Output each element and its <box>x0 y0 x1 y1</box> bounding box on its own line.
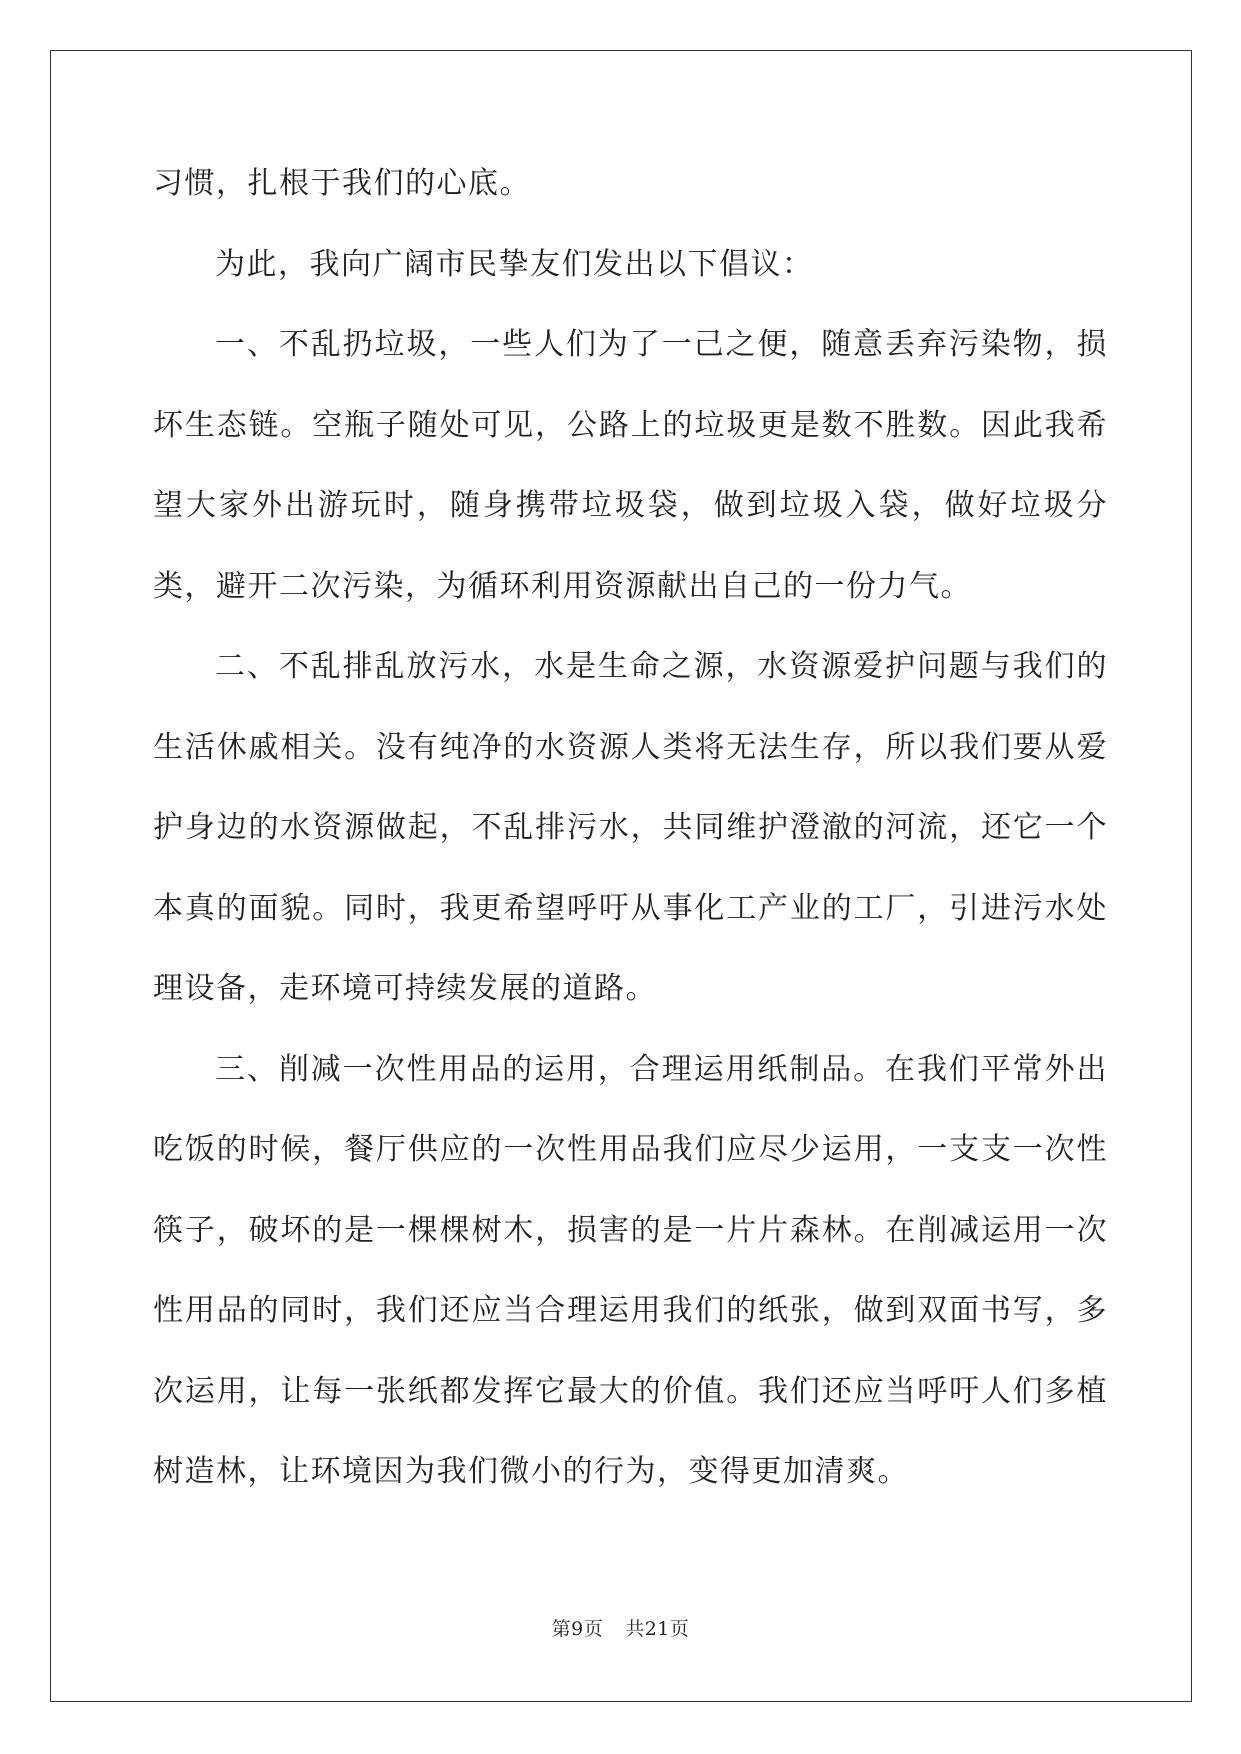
page-total: 共21页 <box>625 1618 690 1640</box>
page-number: 第9页 <box>551 1618 604 1640</box>
page-footer <box>0 1614 1241 1641</box>
paragraph: 三、削减一次性用品的运用，合理运用纸制品。在我们平常外出吃饭的时候，餐厅供应的一次性用品我们应尽少运用，一支支一次性筷子，破坏的是一棵棵树木，损害的是一片片森林。在削减运用一次性用品的同时，我们还应当合理运用我们的纸张，做到双面书写，多次运用，让每一张纸都发挥它最大的价值。我们还应当呼吁人们多植树造林，让环境因为我们微小的行为，变得更加清爽。 <box>153 1051 1108 1489</box>
document-body <box>153 144 1108 1513</box>
paragraph: 习惯，扎根于我们的心底。 <box>153 166 531 201</box>
paragraph: 一、不乱扔垃圾，一些人们为了一己之便，随意丢弃污染物，损坏生态链。空瓶子随处可见，公路上的垃圾更是数不胜数。因此我希望大家外出游玩时，随身携带垃圾袋，做到垃圾入袋，做好垃圾分类，避开二次污染，为循环利用资源献出自己的一份力气。 <box>153 327 1108 604</box>
paragraph: 二、不乱排乱放污水，水是生命之源，水资源爱护问题与我们的生活休戚相关。没有纯净的水资源人类将无法生存，所以我们要从爱护身边的水资源做起，不乱排污水，共同维护澄澈的河流，还它一个本真的面貌。同时，我更希望呼吁从事化工产业的工厂，引进污水处理设备，走环境可持续发展的道路。 <box>153 649 1108 1006</box>
paragraph: 为此，我向广阔市民挚友们发出以下倡议： <box>215 246 814 282</box>
